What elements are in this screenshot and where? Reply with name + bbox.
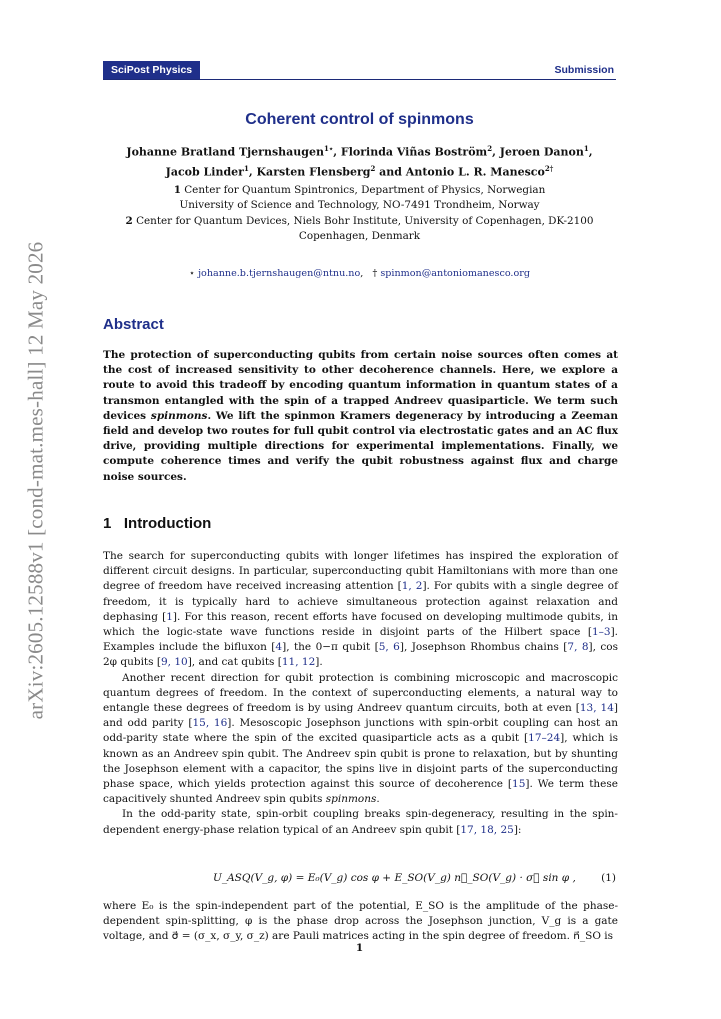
body-text-segment: ]: [513,823,522,836]
abstract-emphasis: spinmons [150,409,208,422]
author-name: Antonio L. R. Manesco [405,165,545,179]
paragraph-1 [103,549,618,671]
running-header [103,61,616,80]
author-separator: , [492,145,500,159]
citation-link[interactable]: 9, 10 [160,656,188,669]
email-link-2[interactable]: spinmon@antoniomanesco.org [380,268,530,279]
author-name: Johanne Bratland Tjernshaugen [126,145,324,159]
body-text-segment: . [376,793,380,806]
citation-link[interactable]: 13, 14 [579,702,614,715]
body-text-segment: ]. We term these capacitively shunted Andreev spin qubits [103,778,618,806]
citation-link[interactable]: 15, 16 [192,717,228,730]
submission-tag: Submission [554,64,614,76]
body-text-segment: ], which is known as an Andreev spin qubit. The Andreev spin qubit is prone to relaxation, but by shunting the Josephson element with a capacitor, the spins live in disjoint parts of the superconducting phase space, which yields protection against this source of decoherence [ [103,732,618,791]
body-text-segment: ] and odd parity [ [103,702,618,730]
author-name: Karsten Flensberg [256,165,371,179]
affiliation-line: Center for Quantum Devices, Niels Bohr Institute, University of Copenhagen, DK-2100 [136,214,594,227]
author-name: Jacob Linder [165,165,244,179]
author-separator: and [375,165,406,179]
author-sup: 2 [487,144,493,153]
citation-link[interactable]: 11, 12 [281,656,316,669]
affiliation-number: 1 [173,184,181,196]
arxiv-stamp [22,230,50,730]
body-text-segment: In the odd-parity state, spin-orbit coupling breaks spin-degeneracy, resulting in the spin-dependent energy-phase relation typical of an Andreev spin qubit [ [103,808,618,836]
abstract-text [103,348,618,485]
author-sup: 1⋆ [323,144,334,153]
introduction-body [103,549,618,838]
page-number: 1 [355,942,364,954]
email-symbol: † [372,268,378,279]
citation-link[interactable]: 7, 8 [567,641,589,654]
citation-link[interactable]: 5, 6 [378,641,400,654]
paragraph-3 [103,807,618,837]
abstract-part: The protection of superconducting qubits from certain noise sources often comes at the cost of increased sensitivity to other decoherence channels. Here, we explore a route to avoid this tradeoff by encoding quantum information in quantum states of a transmon entangled with the spin of a trapped Andreev quasiparticle. We term such devices [103,349,618,422]
affiliation-line: Center for Quantum Spintronics, Department of Physics, Norwegian [184,184,546,196]
citation-link[interactable]: 17, 18, 25 [460,823,514,836]
email-symbol: ⋆ [189,268,196,279]
corresponding-emails [103,268,616,279]
paragraph-4: where E₀ is the spin-independent part of the potential, E_SO is the amplitude of the phase-dependent spin-splitting, φ is the phase drop across the Josephson junction, V_g is a gate voltage, and σ⃗ = (σ_x, σ_y, σ_z) are Pauli matrices acting in the spin degree of freedom. n⃗_SO is [103,900,618,943]
citation-link[interactable]: 15 [512,778,526,791]
body-text-segment: ]. Mesoscopic Josephson junctions with spin-orbit coupling can host an odd-parity state where the spin of the excited quasiparticle acts as a qubit [ [103,717,618,745]
body-text-segment: The search for superconducting qubits with longer lifetimes has inspired the exploration of different circuit designs. In particular, superconducting qubit Hamiltonians with more than one degree of freedom have received increasing attention [ [103,550,618,593]
author-sup: 1 [583,144,589,153]
introduction-heading [103,515,211,532]
abstract-part: . We lift the spinmon Kramers degeneracy by introducing a Zeeman field and develop two routes for full qubit control via electrostatic gates and an AC flux drive, providing multiple directions for experimental implementations. Finally, we compute coherence times and verify the qubit robustness against flux and charge noise sources. [103,409,618,483]
paragraph-2 [103,671,618,808]
abstract-heading: Abstract [103,316,164,333]
section-number: 1 [103,515,112,532]
body-text-segment: ], Josephson Rhombus chains [ [399,641,568,654]
author-sup: 2† [544,163,554,173]
author-name: Florinda Viñas Boström [340,145,488,159]
affiliation-line: Copenhagen, Denmark [298,230,421,243]
affiliation-2 [103,214,616,245]
equation-body: U_ASQ(V_g, φ) = E₀(V_g) cos φ + E_SO(V_g) n⃗_SO(V_g) · σ⃗ sin φ , [213,872,576,884]
author-separator: , [588,145,593,159]
equation-1 [103,872,618,888]
journal-tag: SciPost Physics [103,61,200,79]
citation-link[interactable]: 1–3 [591,626,611,639]
introduction-body-continued [103,899,618,945]
emphasis-text: spinmons [325,793,377,806]
affiliation-1 [103,183,616,214]
author-separator: , [248,165,257,179]
body-text-segment: Another recent direction for qubit protection is combining microscopic and macroscopic quantum degrees of freedom. In the context of superconducting elements, a natural way to entangle these degrees of freedom is by using Andreev quantum circuits, both at even [ [103,671,618,715]
email-separator: , [360,268,364,279]
citation-link[interactable]: 1, 2 [401,580,423,593]
author-sup: 2 [370,163,376,173]
citation-link[interactable]: 1 [166,610,173,623]
body-text-segment: ]. For qubits with a single degree of freedom, it is typically hard to achieve simultaneous protection against relaxation and dephasing [ [103,580,618,623]
affiliation-line: University of Science and Technology, NO-7491 Trondheim, Norway [179,199,540,212]
author-name: Jeroen Danon [499,145,584,159]
arxiv-stamp-text: arXiv:2605.12588v1 [cond-mat.mes-hall] 12 May 2026 [23,241,48,719]
paper-title: Coherent control of spinmons [245,111,474,128]
body-text-segment: ], and cat qubits [ [187,656,282,669]
body-text-segment: ]. For this reason, recent efforts have focused on developing multimode qubits, in which the logic-state wave functions reside in disjoint parts of the Hilbert space [ [103,610,618,639]
citation-link[interactable]: 4 [275,641,283,654]
section-title: Introduction [123,515,212,532]
author-separator: , [333,145,341,159]
body-text-segment: ]. [315,656,323,669]
affiliations [103,183,616,245]
author-sup: 1 [243,163,249,173]
body-text-segment: ], cos 2φ qubits [ [103,641,618,669]
body-text-segment: ]. Examples include the bifluxon [ [103,626,618,654]
equation-number: (1) [601,872,616,884]
body-text-segment: ], the 0−π qubit [ [282,641,379,654]
affiliation-number: 2 [125,214,133,227]
email-link-1[interactable]: johanne.b.tjernshaugen@ntnu.no [198,268,361,279]
author-list [103,141,616,180]
citation-link[interactable]: 17–24 [528,732,561,745]
